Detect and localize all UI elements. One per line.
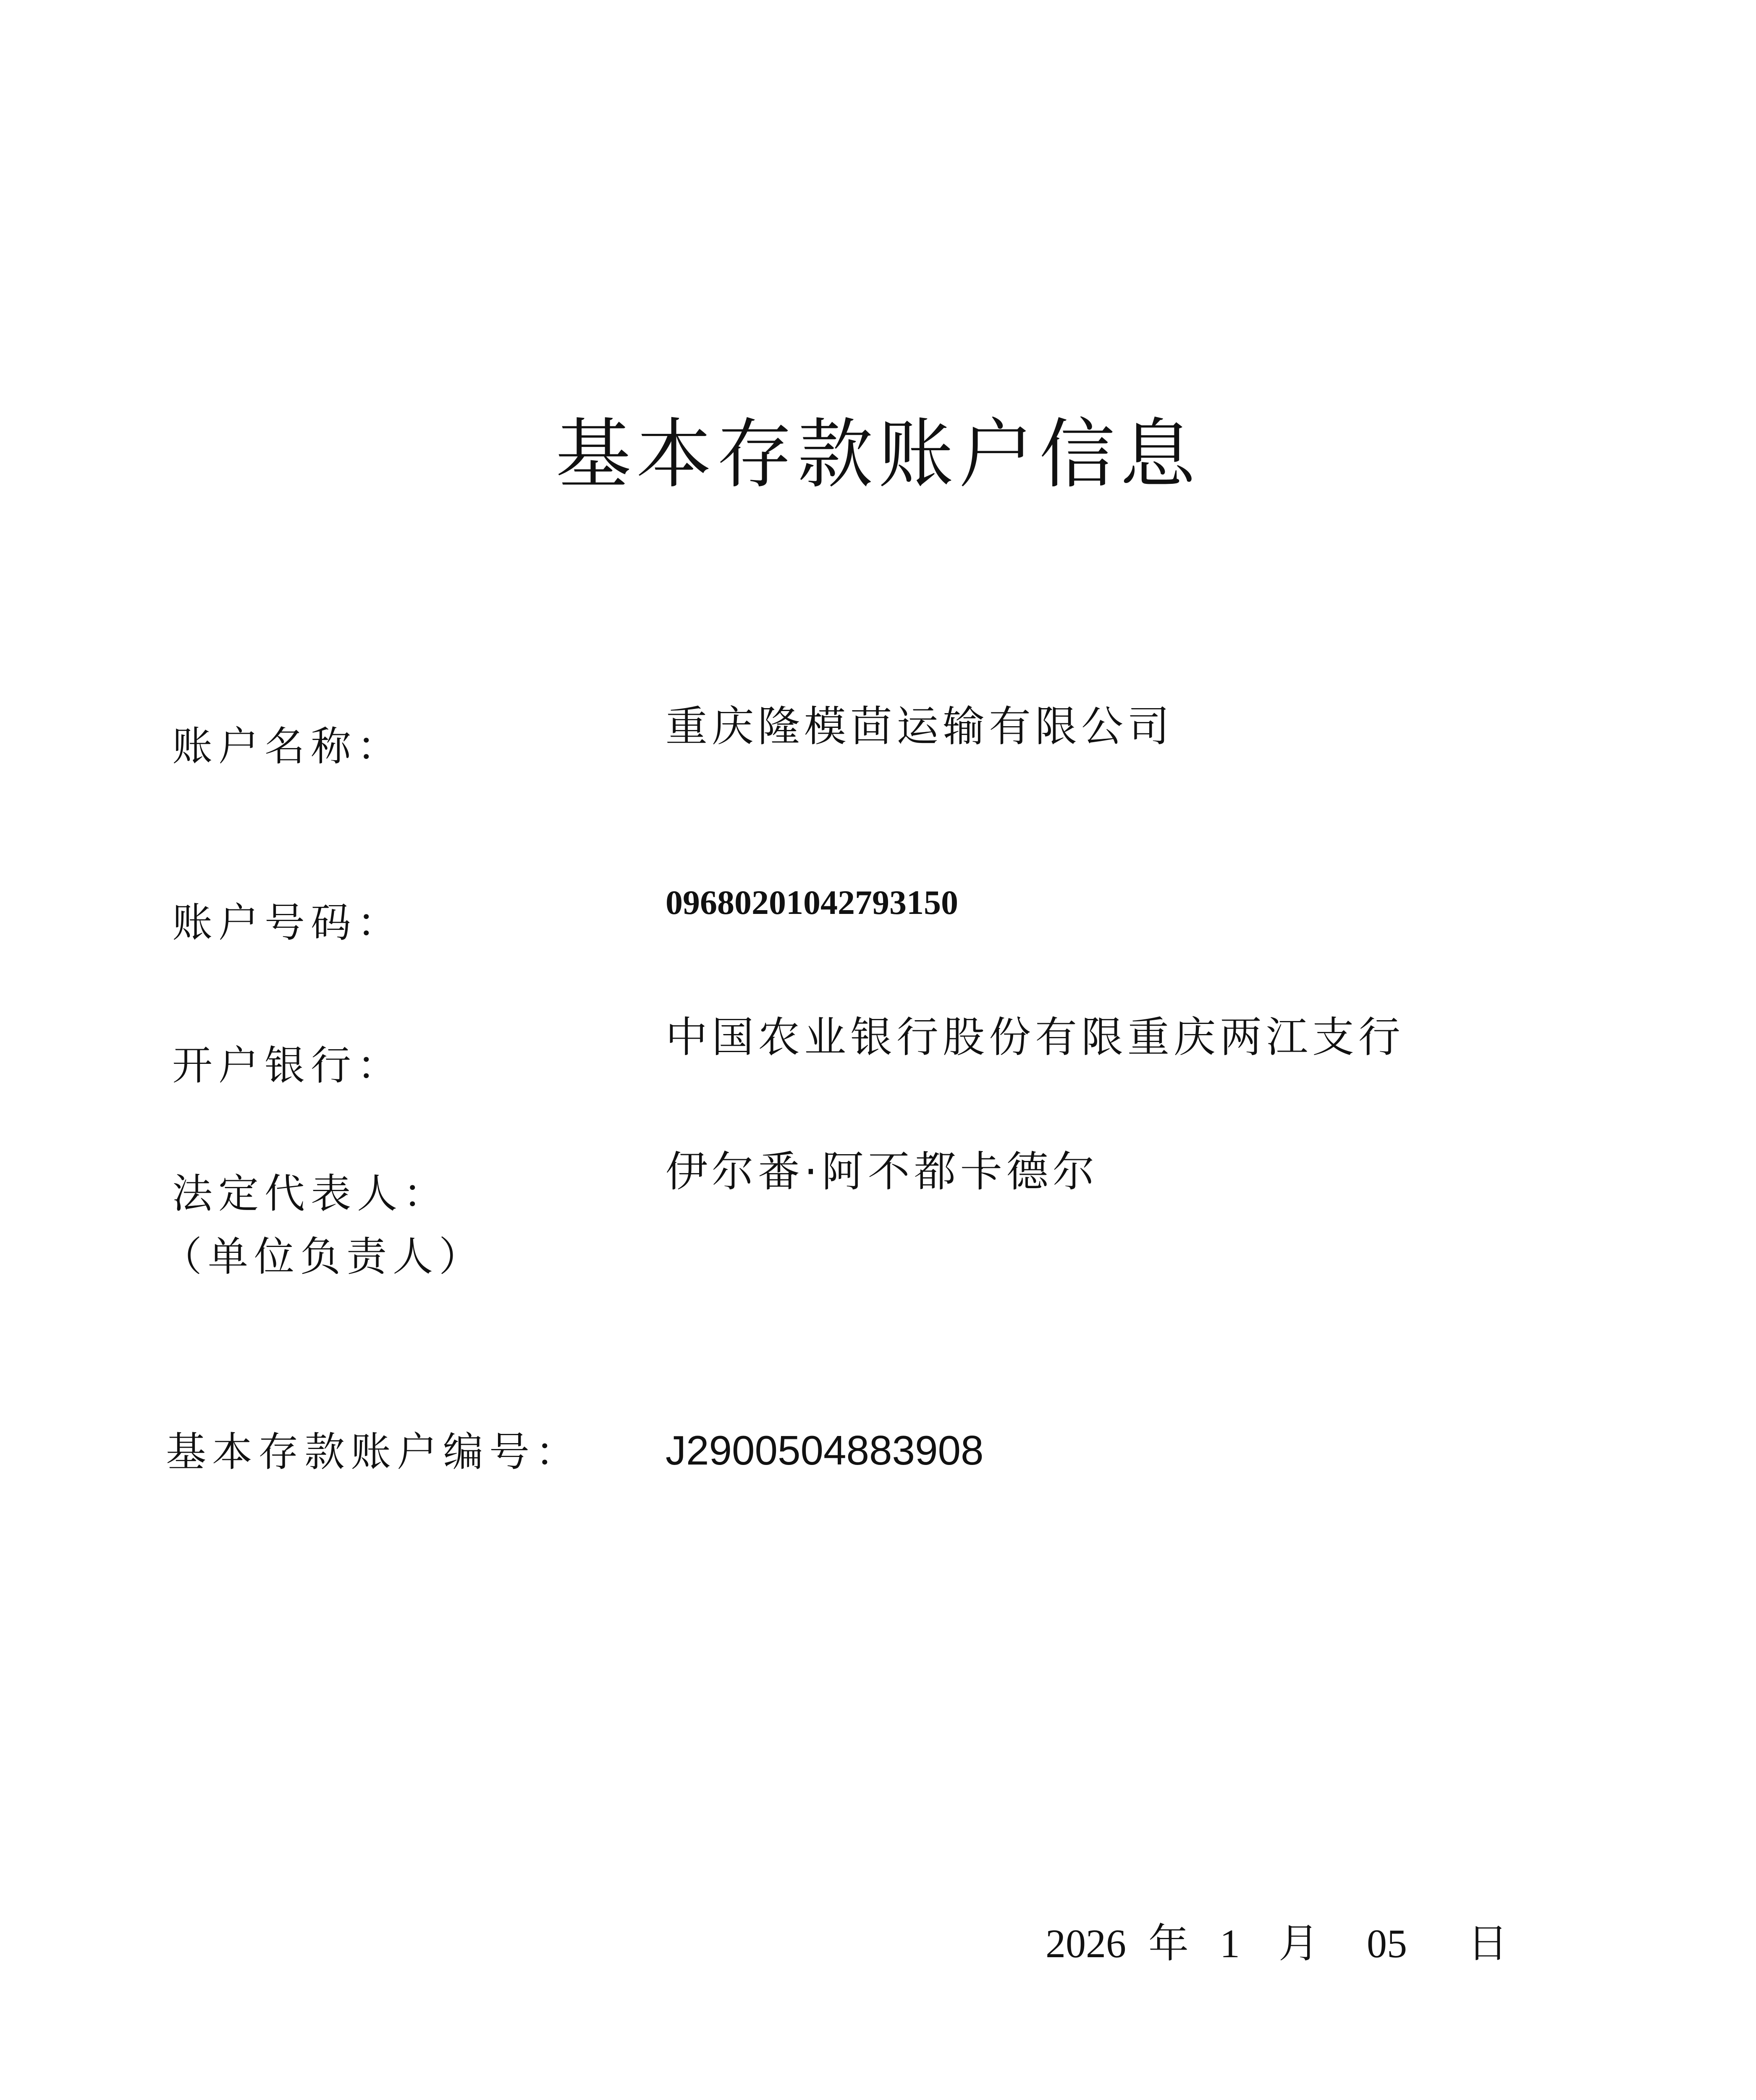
account-number-value: 09680201042793150 — [666, 883, 958, 921]
date-year-unit: 年 — [1148, 1920, 1189, 1967]
date-day-unit: 日 — [1468, 1920, 1508, 1967]
date-day: 05 — [1367, 1921, 1407, 1966]
date-year: 2026 — [1046, 1921, 1126, 1966]
legal-representative-value: 伊尔番·阿不都卡德尔 — [666, 1147, 1099, 1196]
basic-account-code-label: 基本存款账户编号： — [166, 1428, 582, 1475]
legal-representative-label: 法定代表人： — [172, 1170, 449, 1217]
account-name-label: 账户名称： — [172, 723, 403, 770]
opening-bank-value: 中国农业银行股份有限重庆两江支行 — [666, 1013, 1405, 1062]
date-month-unit: 月 — [1279, 1920, 1319, 1967]
opening-bank-label: 开户银行： — [172, 1042, 403, 1089]
account-number-label: 账户号码： — [172, 899, 403, 946]
basic-account-code-value: J2900504883908 — [666, 1427, 984, 1473]
legal-representative-sublabel: （单位负责人） — [162, 1233, 485, 1280]
account-name-value: 重庆隆模茴运输有限公司 — [666, 702, 1174, 751]
document-title: 基本存款账户信息 — [555, 411, 1200, 499]
date-month: 1 — [1220, 1921, 1240, 1966]
